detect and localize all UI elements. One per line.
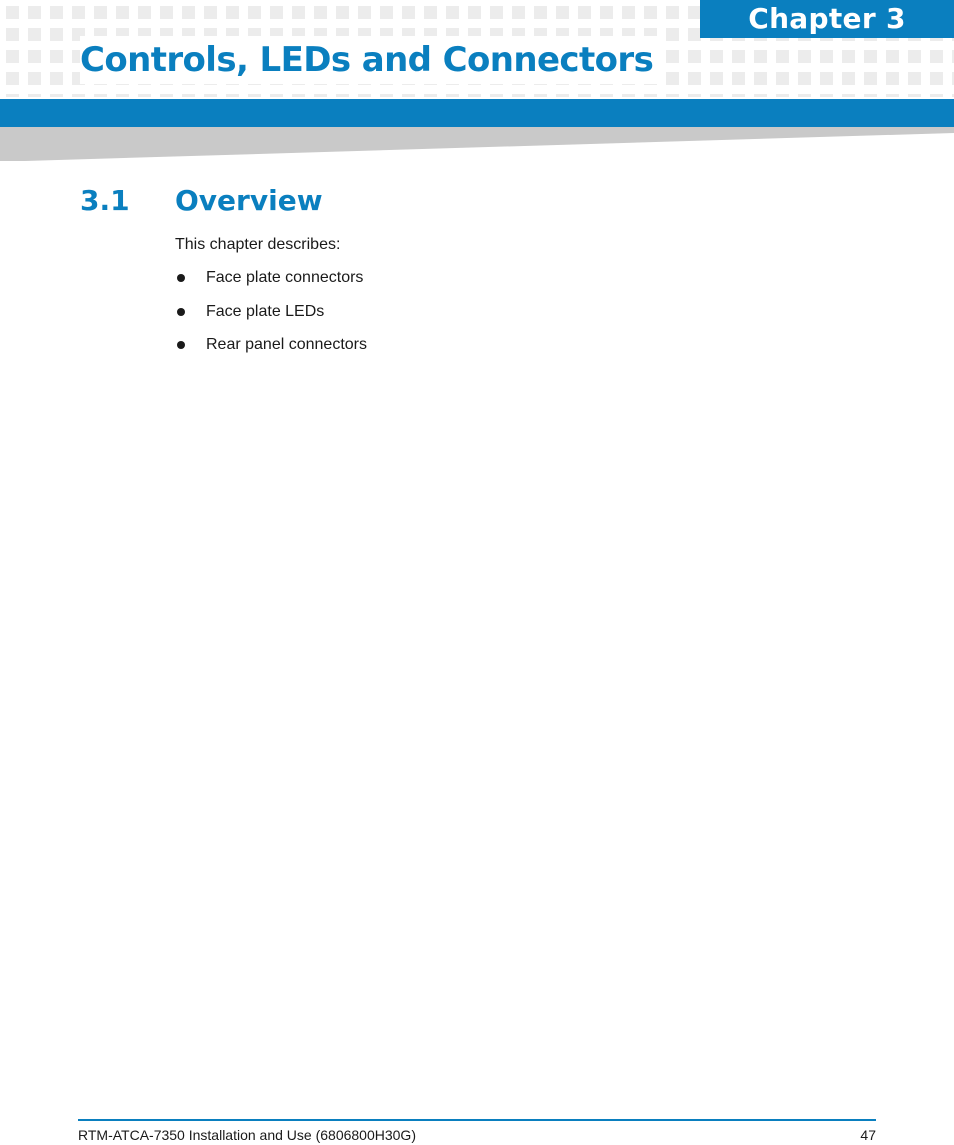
bullet-icon <box>177 274 185 282</box>
header-grey-swoosh <box>0 127 954 165</box>
list-item-text: Face plate connectors <box>206 269 364 286</box>
section-intro: This chapter describes: <box>175 236 341 253</box>
footer-page-number: 47 <box>860 1127 876 1143</box>
section-heading <box>80 180 323 222</box>
header-blue-bar <box>0 99 954 127</box>
footer-divider <box>78 1119 876 1121</box>
chapter-label: Chapter 3 <box>700 0 954 38</box>
list-item-text: Face plate LEDs <box>206 302 325 320</box>
bullet-icon <box>177 341 185 349</box>
chapter-title: Controls, LEDs and Connectors <box>80 36 663 84</box>
bullet-icon <box>177 308 185 316</box>
section-title: Overview <box>175 184 323 217</box>
list-item-text: Rear panel connectors <box>206 336 367 353</box>
section-number: 3.1 <box>80 184 130 217</box>
footer-document-title: RTM-ATCA-7350 Installation and Use (6806800H30G) <box>78 1127 416 1143</box>
